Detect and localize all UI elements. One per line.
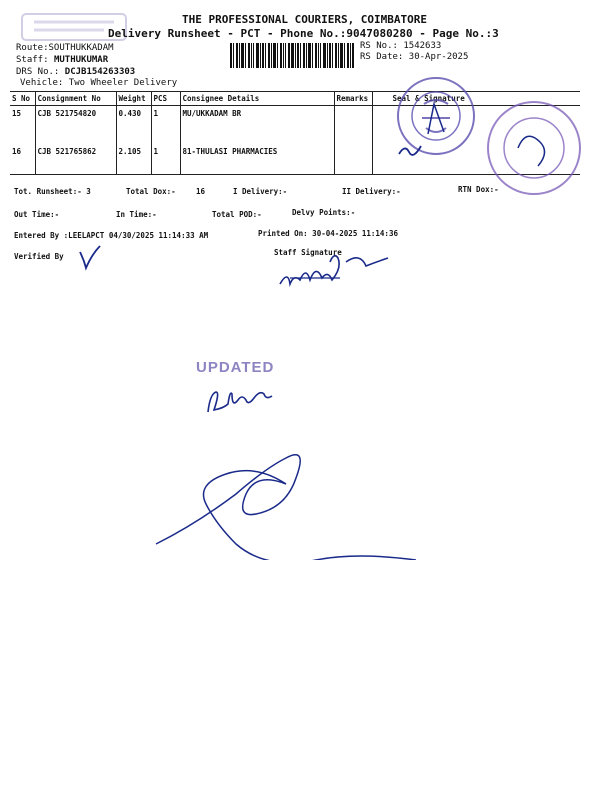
verified-check-mark <box>76 244 104 272</box>
cell-consignee: 81-THULASI PHARMACIES <box>180 144 334 175</box>
cell-remarks <box>334 144 372 175</box>
route-value: SOUTHUKKADAM <box>48 43 114 53</box>
runsheet-title: Delivery Runsheet - PCT - Phone No.:9047080280 - Page No.:3 <box>108 27 499 40</box>
rs-date-value: 30-Apr-2025 <box>408 52 469 62</box>
staff-signature-scribble <box>276 248 406 294</box>
cell-remarks <box>334 106 372 145</box>
cell-sno: 16 <box>10 144 35 175</box>
i-delivery: I Delivery:- <box>233 187 288 196</box>
large-signature-scribble <box>150 440 430 560</box>
col-weight: Weight <box>116 92 151 106</box>
out-time: Out Time:- <box>14 210 60 219</box>
route-line <box>16 43 114 53</box>
staff-signature-label: Staff Signature <box>274 248 342 257</box>
rs-no-line <box>360 41 441 51</box>
verified-by-label: Verified By <box>14 252 64 261</box>
cell-consignee: MU/UKKADAM BR <box>180 106 334 145</box>
cell-sno: 15 <box>12 109 22 118</box>
ii-delivery: II Delivery:- <box>342 187 401 196</box>
col-pcs: PCS <box>151 92 180 106</box>
barcode <box>230 43 354 68</box>
printed-on: Printed On: 30-04-2025 11:14:36 <box>258 229 398 238</box>
vehicle-line <box>20 78 177 88</box>
col-remarks: Remarks <box>334 92 372 106</box>
rs-date-line <box>360 52 468 62</box>
vehicle-label: Vehicle: <box>20 78 64 88</box>
col-consignment: Consignment No <box>35 92 116 106</box>
total-dox-value: 16 <box>196 187 206 196</box>
in-time: In Time:- <box>116 210 157 219</box>
cell-consignment: CJB 521754820 <box>35 106 116 145</box>
company-name: THE PROFESSIONAL COURIERS, COIMBATORE <box>182 13 428 26</box>
rtn-dox: RTN Dox:- <box>458 185 499 194</box>
col-sno: S No <box>10 92 35 106</box>
route-label: Route: <box>16 43 49 53</box>
cell-pcs: 1 <box>151 144 180 175</box>
total-pod: Total POD:- <box>212 210 262 219</box>
rs-date-label: RS Date: <box>360 52 404 62</box>
col-seal-signature: Seal & Signature <box>372 92 580 106</box>
seal-signature-mark <box>396 140 426 162</box>
staff-label: Staff: <box>16 55 49 65</box>
drs-label: DRS No.: <box>16 67 60 77</box>
cell-weight: 0.430 <box>116 106 151 145</box>
drs-line <box>16 67 135 77</box>
total-dox-label: Total Dox:- <box>126 187 176 196</box>
rs-no-value: 1542633 <box>403 41 442 51</box>
staff-line <box>16 55 108 65</box>
delvy-points: Delvy Points:- <box>292 208 356 217</box>
staff-value: MUTHUKUMAR <box>53 55 109 65</box>
vehicle-value: Two Wheeler Delivery <box>68 78 178 88</box>
updated-signature <box>200 386 290 418</box>
entered-by: Entered By :LEELAPCT 04/30/2025 11:14:33 AM <box>14 231 209 240</box>
round-seal-stamp-2 <box>484 98 584 198</box>
cell-weight: 2.105 <box>116 144 151 175</box>
rs-no-label: RS No.: <box>360 41 398 51</box>
drs-value: DCJB154263303 <box>64 67 136 77</box>
tot-runsheet: Tot. Runsheet:- 3 <box>14 187 91 196</box>
updated-stamp: UPDATED <box>196 359 275 376</box>
col-consignee: Consignee Details <box>180 92 334 106</box>
cell-consignment: CJB 521765862 <box>35 144 116 175</box>
cell-pcs: 1 <box>151 106 180 145</box>
